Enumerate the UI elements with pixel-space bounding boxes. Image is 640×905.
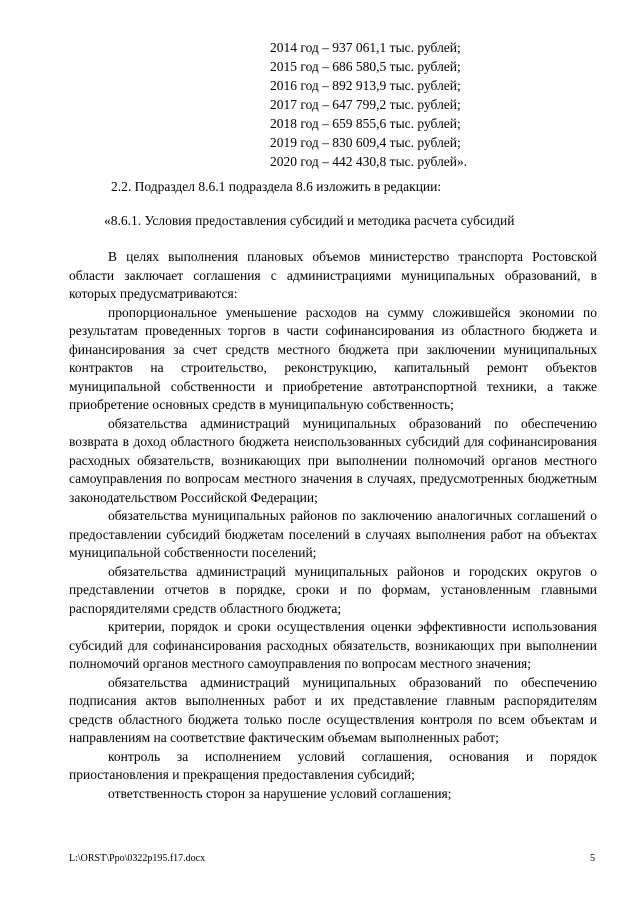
funding-year-line: 2015 год – 686 580,5 тыс. рублей; [270, 59, 461, 74]
body-paragraph: обязательства администраций муниципальных образований по обеспечению подписания актов выполненных работ и их представление главным распорядителям средств областного бюджета только после осуществления контроля по всем объектам и направлениям на соответствие фактическим объемам выполненных работ; [69, 674, 597, 745]
funding-year-line: 2016 год – 892 913,9 тыс. рублей; [270, 78, 461, 93]
body-paragraph: обязательства администраций муниципальных районов и городских округов о представлении отчетов в порядке, сроки и по формам, установленным главными распорядителями средств областного бюджета; [69, 563, 597, 616]
body-paragraph: критерии, порядок и сроки осуществления оценки эффективности использования субсидий для софинансирования расходных обязательств, возникающих при выполнении полномочий органов местного самоуправления по вопросам местного значения; [69, 619, 597, 671]
funding-year-line: 2014 год – 937 061,1 тыс. рублей; [270, 40, 461, 55]
body-paragraph: пропорциональное уменьшение расходов на сумму сложившейся экономии по результатам проведенных торгов в части софинансирования из областного бюджета и финансирования за счет средств местного бюджета при заключении муниципальных контрактов на строительство, реконструкцию, капитальный ремонт объектов муниципальной собственности и приобретение автотранспортной техники, а также приобретение основных средств в муниципальную собственность; [69, 304, 597, 412]
subsection-heading: 2.2. Подраздел 8.6.1 подраздела 8.6 изложить в редакции: [111, 179, 442, 194]
body-paragraph: контроль за исполнением условий соглашения, основания и порядок приостановления и прекращения предоставления субсидий; [69, 748, 597, 782]
body-paragraph: обязательства администраций муниципальных образований по обеспечению возврата в доход областного бюджета неиспользованных субсидий для софинансирования расходных обязательств, возникающих при выполнении полномочий органов местного самоуправления по вопросам местного значения в случаях, предусмотренных бюджетным законодательством Российской Федерации; [69, 415, 597, 505]
section-title: «8.6.1. Условия предоставления субсидий и методика расчета субсидий [104, 213, 515, 228]
funding-year-line: 2020 год – 442 430,8 тыс. рублей». [270, 154, 468, 169]
body-paragraph: обязательства муниципальных районов по заключению аналогичных соглашений о предоставлении субсидий бюджетам поселений в случаях выполнения работ на объектах муниципальной собственности поселений; [69, 508, 597, 560]
funding-years-list [270, 38, 467, 171]
footer-page-number: 5 [590, 853, 595, 864]
funding-year-line: 2018 год – 659 855,6 тыс. рублей; [270, 116, 461, 131]
body-paragraph: ответственность сторон за нарушение условий соглашения; [108, 785, 452, 801]
document-body [69, 248, 597, 803]
funding-year-line: 2019 год – 830 609,4 тыс. рублей; [270, 135, 461, 150]
funding-year-line: 2017 год – 647 799,2 тыс. рублей; [270, 97, 461, 112]
footer-file-path: L:\ORST\Ppo\0322p195.f17.docx [69, 853, 206, 864]
body-paragraph: В целях выполнения плановых объемов министерство транспорта Ростовской области заключает соглашения с администрациями муниципальных образований, в которых предусматриваются: [69, 249, 597, 301]
